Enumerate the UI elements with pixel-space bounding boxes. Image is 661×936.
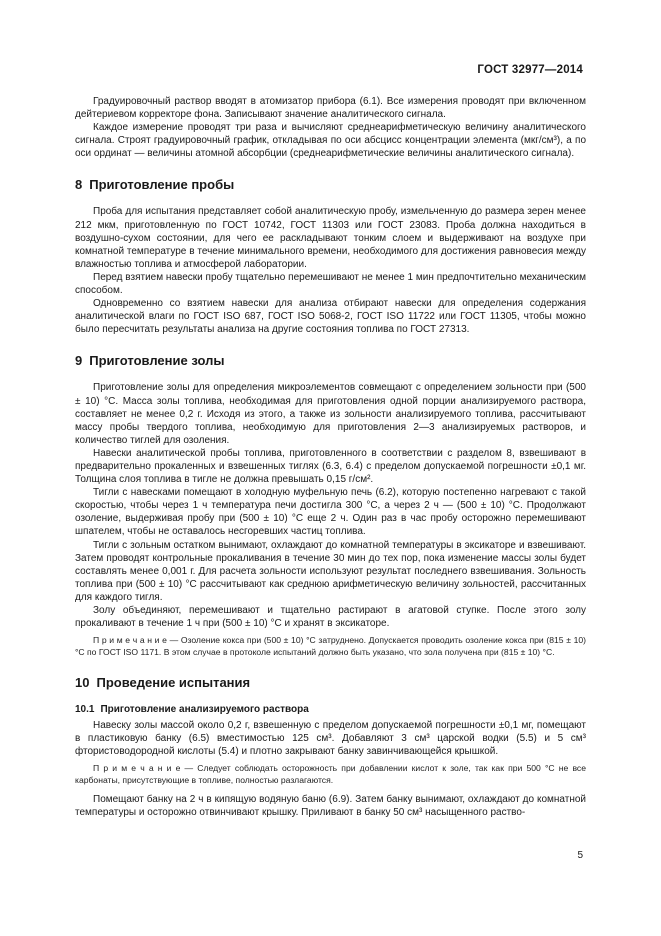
page-content (75, 95, 586, 819)
section-heading-8 (75, 177, 586, 193)
section-heading-10 (75, 675, 586, 691)
paragraph: Каждое измерение проводят три раза и вычисляют среднеарифметическую величину аналитического сигнала. Строят градуировочный график, откладывая по оси абсцисс концентрации элемента (мкг/см³), а по оси ординат — величины атомной абсорбции (среднеарифметические величины аналитического сигнала). (75, 122, 586, 160)
paragraph: Навески аналитической пробы топлива, приготовленного в соответствии с разделом 8, взвешивают в предварительно прокаленных и взвешенных тиглях (6.3, 6.4) с пределом допускаемой погрешности ±0,1 мг. Толщина слоя топлива в тигле не должна превышать 0,15 г/см². (75, 447, 586, 486)
section-title: Приготовление пробы (89, 177, 235, 193)
paragraph: Градуировочный раствор вводят в атомизатор прибора (6.1). Все измерения проводят при включенном дейтериевом корректоре фона. Записывают значение аналитического сигнала. (75, 96, 586, 121)
note: П р и м е ч а н и е — Следует соблюдать осторожность при добавлении кислот к золе, так как при 500 °C не все карбонаты, присутствующие в топливе, полностью разлагаются. (75, 763, 586, 785)
section-number: 9 (75, 353, 83, 369)
paragraph: Тигли с навесками помещают в холодную муфельную печь (6.2), которую постепенно нагревают с такой скоростью, чтобы через 1 ч температура печи достигла 300 °C, а через 2 ч — (500 ± 10) °C. Продолжают озоление, выдерживая пробу при (500 ± 10) °C еще 2 ч. Один раз в час пробу осторожно перемешивают шпателем, чтобы не оставалось несгоревших частиц топлива. (75, 487, 586, 538)
section-title: Проведение испытания (96, 675, 251, 690)
section-number: 8 (75, 177, 83, 193)
subsection-title: Приготовление анализируемого раствора (100, 704, 309, 715)
paragraph: Одновременно со взятием навески для анализа отбирают навески для определения содержания аналитической влаги по ГОСТ ISO 687, ГОСТ ISO 5068-2, ГОСТ ISO 11722 или ГОСТ 11305, чтобы можно было пересчитать результаты анализа на другие состояния топлива по ГОСТ 27313. (75, 298, 586, 336)
standard-header: ГОСТ 32977—2014 (477, 64, 583, 76)
paragraph: Золу объединяют, перемешивают и тщательно растирают в агатовой ступке. После этого золу прокаливают в течение 1 ч при (500 ± 10) °C и хранят в эксикаторе. (75, 605, 586, 630)
paragraph: Навеску золы массой около 0,2 г, взвешенную с пределом допускаемой погрешности ±0,1 мг, помещают в пластиковую банку (6.5) вместимостью 125 см³. Добавляют 3 см³ царской водки (5.5) и 5 см³ фтористоводородной кислоты (5.4) и плотно закрывают банку завинчивающейся крышкой. (75, 720, 586, 758)
page-number: 5 (577, 850, 583, 861)
section-title: Приготовление золы (89, 353, 225, 369)
paragraph: Перед взятием навески пробу тщательно перемешивают не менее 1 мин предпочтительно механическим способом. (75, 271, 586, 297)
section-number: 10 (75, 675, 90, 690)
paragraph: Проба для испытания представляет собой аналитическую пробу, измельченную до размера зерен менее 212 мкм, приготовленную по ГОСТ 10742, ГОСТ 11303 или ГОСТ 23083. Проба должна находиться в воздушно-сухом состоянии, для чего ее раскладывают тонким слоем и выдерживают на воздухе при комнатной температуре в течение минимального времени, необходимого для достижения равновесия между влажностью топлива и атмосферой лаборатории. (75, 206, 586, 270)
paragraph: Тигли с зольным остатком вынимают, охлаждают до комнатной температуры в эксикаторе и взвешивают. Затем проводят контрольные прокаливания в течение 30 мин до тех пор, пока изменение массы золы будет составлять менее 0,001 г. Для расчета зольности используют результат последнего взвешивания. Зольность топлива при (500 ± 10) °C рассчитывают как среднюю арифметическую величину зольностей, рассчитанных для каждого тигля. (75, 539, 586, 603)
paragraph: Приготовление золы для определения микроэлементов совмещают с определением зольности при (500 ± 10) °C. Масса золы топлива, необходимая для приготовления одной порции анализируемого раствора, составляет не менее 0,2 г. Исходя из этого, а также из зольности анализируемого топлива, рассчитывают массу пробы твердого топлива, необходимую для приготовления 2—3 анализируемых растворов, и количество тиглей для озоления. (75, 382, 586, 446)
paragraph: Помещают банку на 2 ч в кипящую водяную баню (6.9). Затем банку вынимают, охлаждают до комнатной температуры и осторожно отвинчивают крышку. Приливают в банку 50 см³ насыщенного раство- (75, 794, 586, 819)
note: П р и м е ч а н и е — Озоление кокса при (500 ± 10) °C затруднено. Допускается проводить озоление кокса при (815 ± 10) °C по ГОСТ ISO 1171. В этом случае в протоколе испытаний должно быть указано, что зола получена при (815 ± 10) °C. (75, 635, 586, 657)
subsection-heading-10-1 (75, 703, 586, 716)
section-heading-9 (75, 353, 586, 369)
subsection-number: 10.1 (75, 704, 95, 715)
